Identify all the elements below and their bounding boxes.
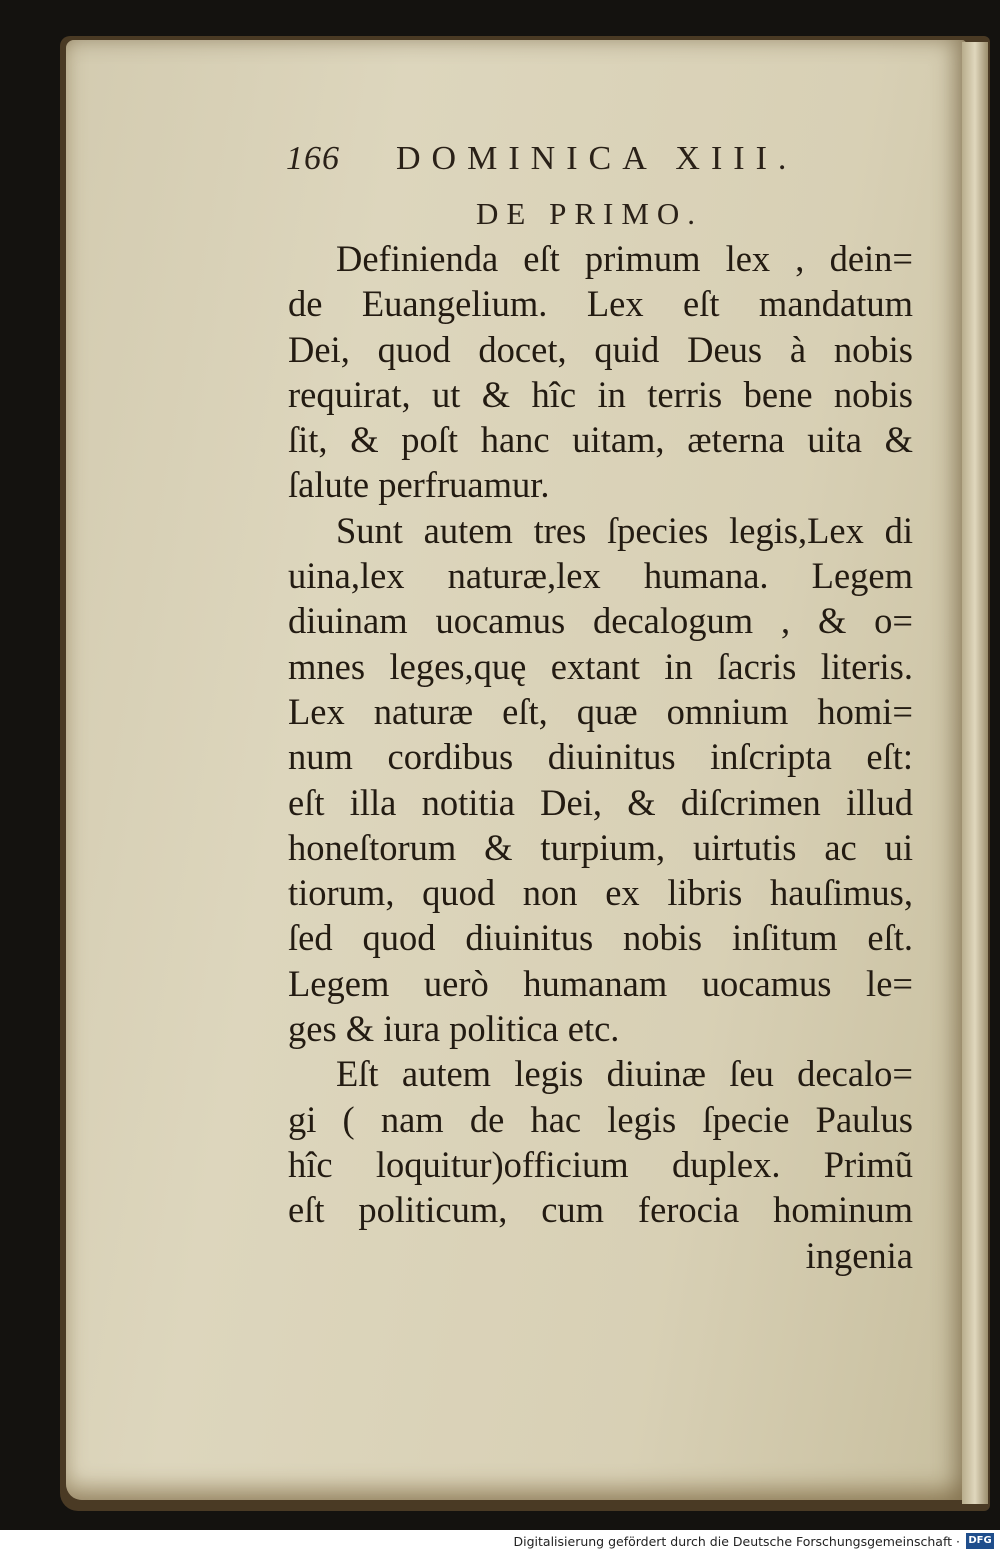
text-line: num cordibus diuinitus inſcripta eſt: (288, 736, 913, 778)
text-line: Legem uerò humanam uocamus le= (288, 962, 913, 1004)
text-line: Dei, quod docet, quid Deus à nobis (288, 328, 913, 370)
text-line: Lex naturæ eſt, quæ omnium homi= (288, 690, 913, 732)
digitization-credit: Digitalisierung gefördert durch die Deutsche Forschungsgemeinschaft · (513, 1534, 960, 1549)
page-header (286, 140, 797, 178)
text-line: eſt illa notitia Dei, & diſcrimen illud (288, 781, 913, 823)
page-stack-rim (962, 42, 988, 1504)
text-line: ſalute perfruamur. (288, 464, 550, 506)
text-line: Eſt autem legis diuinæ ſeu decalo= (336, 1053, 913, 1095)
text-line: eſt politicum, cum ferocia hominum (288, 1189, 913, 1231)
running-title: DOMINICA XIII. (396, 140, 798, 177)
text-line: diuinam uocamus decalogum , & o= (288, 600, 913, 642)
text-line: tiorum, quod non ex libris hauſimus, (288, 872, 913, 914)
text-line: ſit, & poſt hanc uitam, æterna uita & (288, 419, 913, 461)
text-line: de Euangelium. Lex eſt mandatum (288, 283, 913, 325)
text-line: mnes leges,quę extant in ſacris literis. (288, 645, 913, 687)
page-number: 166 (286, 140, 340, 177)
text-line: uina,lex naturæ,lex humana. Legem (288, 555, 913, 597)
text-line: ges & iura politica etc. (288, 1008, 620, 1050)
footer-bar (0, 1530, 1000, 1555)
text-line: ſed quod diuinitus nobis inſitum eſt. (288, 917, 913, 959)
text-line: gi ( nam de hac legis ſpecie Paulus (288, 1098, 913, 1140)
catchword: ingenia (805, 1234, 913, 1276)
text-line: requirat, ut & hîc in terris bene nobis (288, 373, 913, 415)
text-line: Definienda eſt primum lex , dein= (336, 238, 913, 279)
text-line: hîc loquitur)officium duplex. Primũ (288, 1143, 913, 1185)
dfg-logo-icon: DFG (966, 1533, 994, 1549)
text-line: Sunt autem tres ſpecies legis,Lex di (336, 509, 913, 551)
body-text (288, 236, 913, 1278)
text-line: honeſtorum & turpium, uirtutis ac ui (288, 826, 913, 868)
section-title: DE PRIMO. (476, 196, 704, 231)
